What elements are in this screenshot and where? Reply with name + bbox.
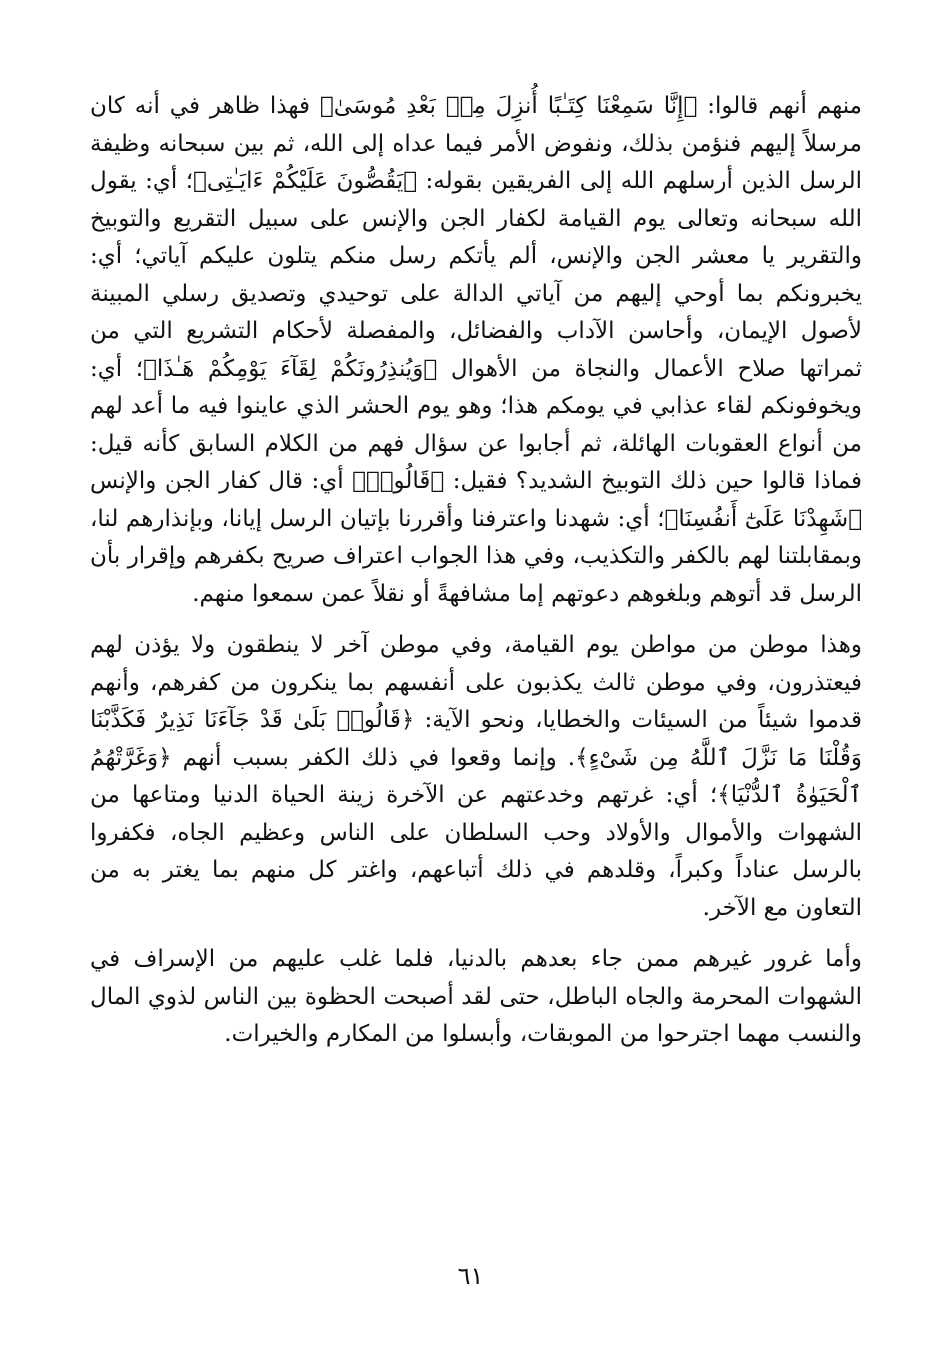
- page-body: [90, 88, 862, 1054]
- paragraph-2: وهذا موطن من مواطن يوم القيامة، وفي موطن آخر لا ينطقون ولا يؤذن لهم فيعتذرون، وفي موطن ثالث يكذبون على أنفسهم بما ينكرون من كفرهم، وأنهم قدموا شيئاً من السيئات والخطايا، ونحو الآية: ﴿قَالُوا۟ بَلَىٰ قَدْ جَآءَنَا نَذِيرٌ فَكَذَّبْنَا وَقُلْنَا مَا نَزَّلَ ٱللَّهُ مِن شَىْءٍ﴾. وإنما وقعوا في ذلك الكفر بسبب أنهم ﴿وَغَرَّتْهُمُ ٱلْحَيَوٰةُ ٱلدُّنْيَا﴾؛ أي: غرتهم وخدعتهم عن الآخرة زينة الحياة الدنيا ومتاعها من الشهوات والأموال والأولاد وحب السلطان على الناس وعظيم الجاه، فكفروا بالرسل عناداً وكبراً، وقلدهم في ذلك أتباعهم، واغتر كل منهم بما يغتر به من التعاون مع الآخر.: [90, 632, 862, 921]
- paragraph-3: وأما غرور غيرهم ممن جاء بعدهم بالدنيا، فلما غلب عليهم من الإسراف في الشهوات المحرمة والجاه الباطل، حتى لقد أصبحت الحظوة بين الناس لذوي المال والنسب مهما اجترحوا من الموبقات، وأبسلوا من المكارم والخيرات.: [90, 946, 862, 1047]
- page-number: ٦١: [457, 1262, 484, 1290]
- paragraph-1: منهم أنهم قالوا: ﴿إِنَّا سَمِعْنَا كِتَـٰبًا أُنزِلَ مِنۢ بَعْدِ مُوسَىٰ﴾ فهذا ظاهر في أنه كان مرسلاً إليهم فنؤمن بذلك، ونفوض الأمر فيما عداه إلى الله، ثم بين سبحانه وظيفة الرسل الذين أرسلهم الله إلى الفريقين بقوله: ﴿يَقُصُّونَ عَلَيْكُمْ ءَايَـٰتِى﴾؛ أي: يقول الله سبحانه وتعالى يوم القيامة لكفار الجن والإنس على سبيل التقريع والتوبيخ والتقرير يا معشر الجن والإنس، ألم يأتكم رسل منكم يتلون عليكم آياتي؛ أي: يخبرونكم بما أوحي إليهم من آياتي الدالة على توحيدي وتصديق رسلي المبينة لأصول الإيمان، وأحاسن الآداب والفضائل، والمفصلة لأحكام التشريع التي من ثمراتها صلاح الأعمال والنجاة من الأهوال ﴿وَيُنذِرُونَكُمْ لِقَآءَ يَوْمِكُمْ هَـٰذَا﴾؛ أي: ويخوفونكم لقاء عذابي في يومكم هذا؛ وهو يوم الحشر الذي عاينوا فيه ما أعد لهم من أنواع العقوبات الهائلة، ثم أجابوا عن سؤال فهم من الكلام السابق كأنه قيل: فماذا قالوا حين ذلك التوبيخ الشديد؟ فقيل: ﴿قَالُوا۟﴾ أي: قال كفار الجن والإنس ﴿شَهِدْنَا عَلَىٰٓ أَنفُسِنَا﴾؛ أي: شهدنا واعترفنا وأقررنا بإتيان الرسل إيانا، وبإنذارهم لنا، وبمقابلتنا لهم بالكفر والتكذيب، وفي هذا الجواب اعتراف صريح بكفرهم وإقرار بأن الرسل قد أتوهم وبلغوهم دعوتهم إما مشافهةً أو نقلاً عمن سمعوا منهم.: [90, 93, 862, 607]
